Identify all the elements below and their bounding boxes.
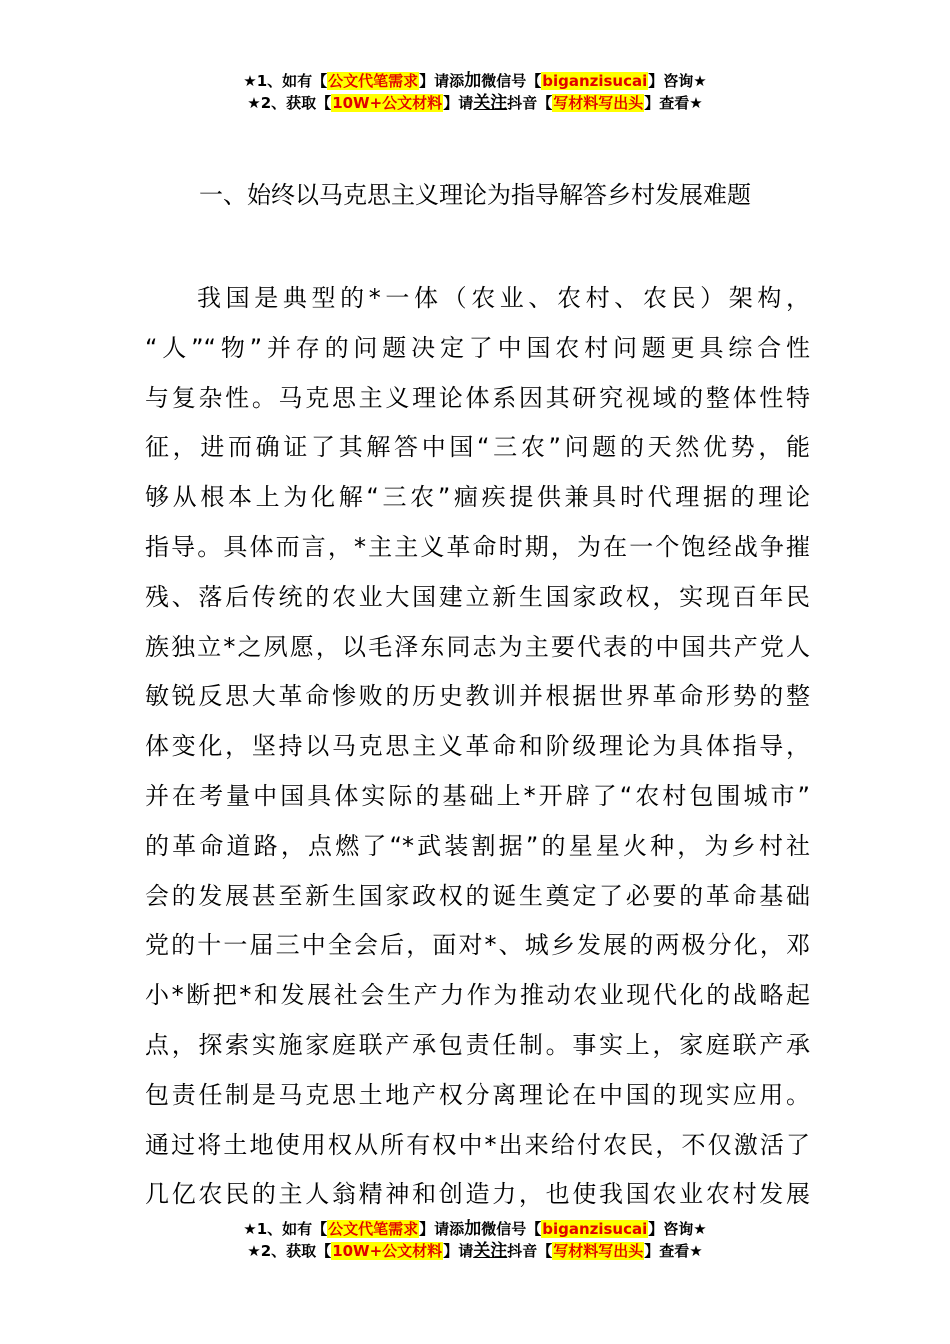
banner-line-1 bbox=[0, 70, 950, 92]
banner-text: 】请添 bbox=[419, 72, 465, 90]
banner-emphasis: 关注 bbox=[473, 93, 508, 113]
text-line: 通过将土地使用权从所有权中*出来给付农民，不仅激活了 bbox=[145, 1130, 810, 1159]
banner-text: 微信号【 bbox=[481, 1220, 542, 1238]
text-line: 够从根本上为化解“三农”痼疾提供兼具时代理据的理论 bbox=[145, 483, 810, 512]
banner-text: 】查看★ bbox=[644, 1242, 703, 1260]
text-line: 族独立*之夙愿，以毛泽东同志为主要代表的中国共产党人 bbox=[145, 632, 810, 661]
banner-text: ★2、获取【 bbox=[247, 94, 332, 112]
text-line: 点，探索实施家庭联产承包责任制。事实上，家庭联产承 bbox=[145, 1030, 810, 1059]
highlight-service: 公文代笔需求 bbox=[328, 72, 419, 90]
banner-line-2 bbox=[0, 92, 950, 114]
banner-line-1 bbox=[0, 1218, 950, 1240]
text-line: 党的十一届三中全会后，面对*、城乡发展的两极分化，邓 bbox=[145, 931, 810, 960]
banner-text: 抖音【 bbox=[507, 94, 553, 112]
text-line: 敏锐反思大革命惨败的历史教训并根据世界革命形势的整 bbox=[145, 682, 810, 711]
banner-text: 微信号【 bbox=[481, 72, 542, 90]
text-line: 指导。具体而言，*主主义革命时期，为在一个饱经战争摧 bbox=[145, 532, 810, 561]
text-line: 并在考量中国具体实际的基础上*开辟了“农村包围城市” bbox=[145, 781, 810, 810]
banner-emphasis: 加 bbox=[464, 1219, 482, 1239]
section-heading: 一、始终以马克思主义理论为指导解答乡村发展难题 bbox=[199, 181, 751, 209]
text-line: 征，进而确证了其解答中国“三农”问题的天然优势，能 bbox=[145, 433, 810, 462]
banner-text: 】请添 bbox=[419, 1220, 465, 1238]
highlight-service: 公文代笔需求 bbox=[328, 1220, 419, 1238]
highlight-materials: 10W+公文材料 bbox=[332, 94, 443, 112]
banner-text: 】请 bbox=[443, 1242, 474, 1260]
banner-text: 】咨询★ bbox=[648, 72, 707, 90]
text-line: 包责任制是马克思土地产权分离理论在中国的现实应用。 bbox=[145, 1080, 810, 1109]
header-banner bbox=[0, 70, 950, 114]
text-line: 小*断把*和发展社会生产力作为推动农业现代化的战略起 bbox=[145, 981, 810, 1010]
banner-text: ★1、如有【 bbox=[243, 72, 328, 90]
highlight-materials: 10W+公文材料 bbox=[332, 1242, 443, 1260]
banner-text: 】咨询★ bbox=[648, 1220, 707, 1238]
banner-line-2 bbox=[0, 1240, 950, 1262]
text-line: 我国是典型的*一体（农业、农村、农民）架构， bbox=[197, 284, 810, 312]
text-line: 残、落后传统的农业大国建立新生国家政权，实现百年民 bbox=[145, 582, 810, 611]
text-line: “人”“物”并存的问题决定了中国农村问题更具综合性 bbox=[145, 333, 810, 362]
body-text bbox=[145, 274, 810, 1220]
text-line: 会的发展甚至新生国家政权的诞生奠定了必要的革命基础 bbox=[145, 881, 810, 910]
banner-text: 】请 bbox=[443, 94, 474, 112]
highlight-douyin: 写材料写出头 bbox=[553, 94, 644, 112]
banner-text: 】查看★ bbox=[644, 94, 703, 112]
banner-text: 抖音【 bbox=[507, 1242, 553, 1260]
text-line: 的革命道路，点燃了“*武装割据”的星星火种，为乡村社 bbox=[145, 831, 810, 860]
banner-emphasis: 加 bbox=[464, 71, 482, 91]
banner-text: ★2、获取【 bbox=[247, 1242, 332, 1260]
text-line: 几亿农民的主人翁精神和创造力，也使我国农业农村发展 bbox=[145, 1180, 810, 1209]
footer-banner bbox=[0, 1218, 950, 1262]
banner-text: ★1、如有【 bbox=[243, 1220, 328, 1238]
highlight-wechat-id: biganzisucai bbox=[542, 72, 648, 90]
highlight-douyin: 写材料写出头 bbox=[553, 1242, 644, 1260]
text-line: 体变化，坚持以马克思主义革命和阶级理论为具体指导， bbox=[145, 732, 810, 761]
highlight-wechat-id: biganzisucai bbox=[542, 1220, 648, 1238]
text-line: 与复杂性。马克思主义理论体系因其研究视域的整体性特 bbox=[145, 383, 810, 412]
banner-emphasis: 关注 bbox=[473, 1241, 508, 1261]
